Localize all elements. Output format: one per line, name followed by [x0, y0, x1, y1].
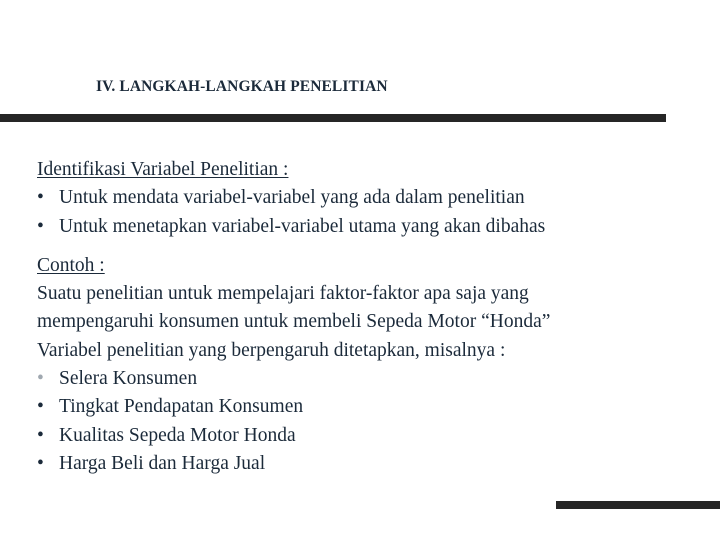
- paragraph-line: Variabel penelitian yang berpengaruh ditetapkan, misalnya :: [37, 339, 506, 361]
- list-item-text: Untuk menetapkan variabel-variabel utama yang akan dibahas: [59, 215, 546, 237]
- bullet-icon: •: [37, 215, 44, 237]
- list-item-text: Untuk mendata variabel-variabel yang ada dalam penelitian: [59, 187, 525, 209]
- slide-title: IV. LANGKAH-LANGKAH PENELITIAN: [96, 78, 388, 95]
- list-item: [37, 184, 550, 212]
- list-item: [37, 213, 550, 241]
- list-item: [37, 393, 550, 421]
- footer-divider: [556, 501, 720, 509]
- list-item-text: Harga Beli dan Harga Jual: [59, 452, 266, 474]
- bullet-icon: •: [37, 187, 44, 209]
- list-item-text: Kualitas Sepeda Motor Honda: [59, 424, 296, 446]
- section-heading-contoh: Contoh :: [37, 254, 105, 276]
- bullet-icon: •: [37, 424, 44, 446]
- bullet-icon: •: [37, 396, 44, 418]
- slide-body: [37, 156, 550, 478]
- bullet-icon: •: [37, 368, 44, 390]
- list-item-text: Selera Konsumen: [59, 368, 198, 390]
- bullet-icon: •: [37, 452, 44, 474]
- paragraph-line: mempengaruhi konsumen untuk membeli Sepeda Motor “Honda”: [37, 311, 551, 333]
- list-item-text: Tingkat Pendapatan Konsumen: [59, 396, 304, 418]
- list-item: [37, 422, 550, 450]
- list-item: [37, 450, 550, 478]
- paragraph-line: Suatu penelitian untuk mempelajari faktor-faktor apa saja yang: [37, 283, 529, 305]
- section-heading-identifikasi: Identifikasi Variabel Penelitian :: [37, 159, 289, 180]
- title-divider: [0, 114, 666, 122]
- list-item: [37, 365, 550, 393]
